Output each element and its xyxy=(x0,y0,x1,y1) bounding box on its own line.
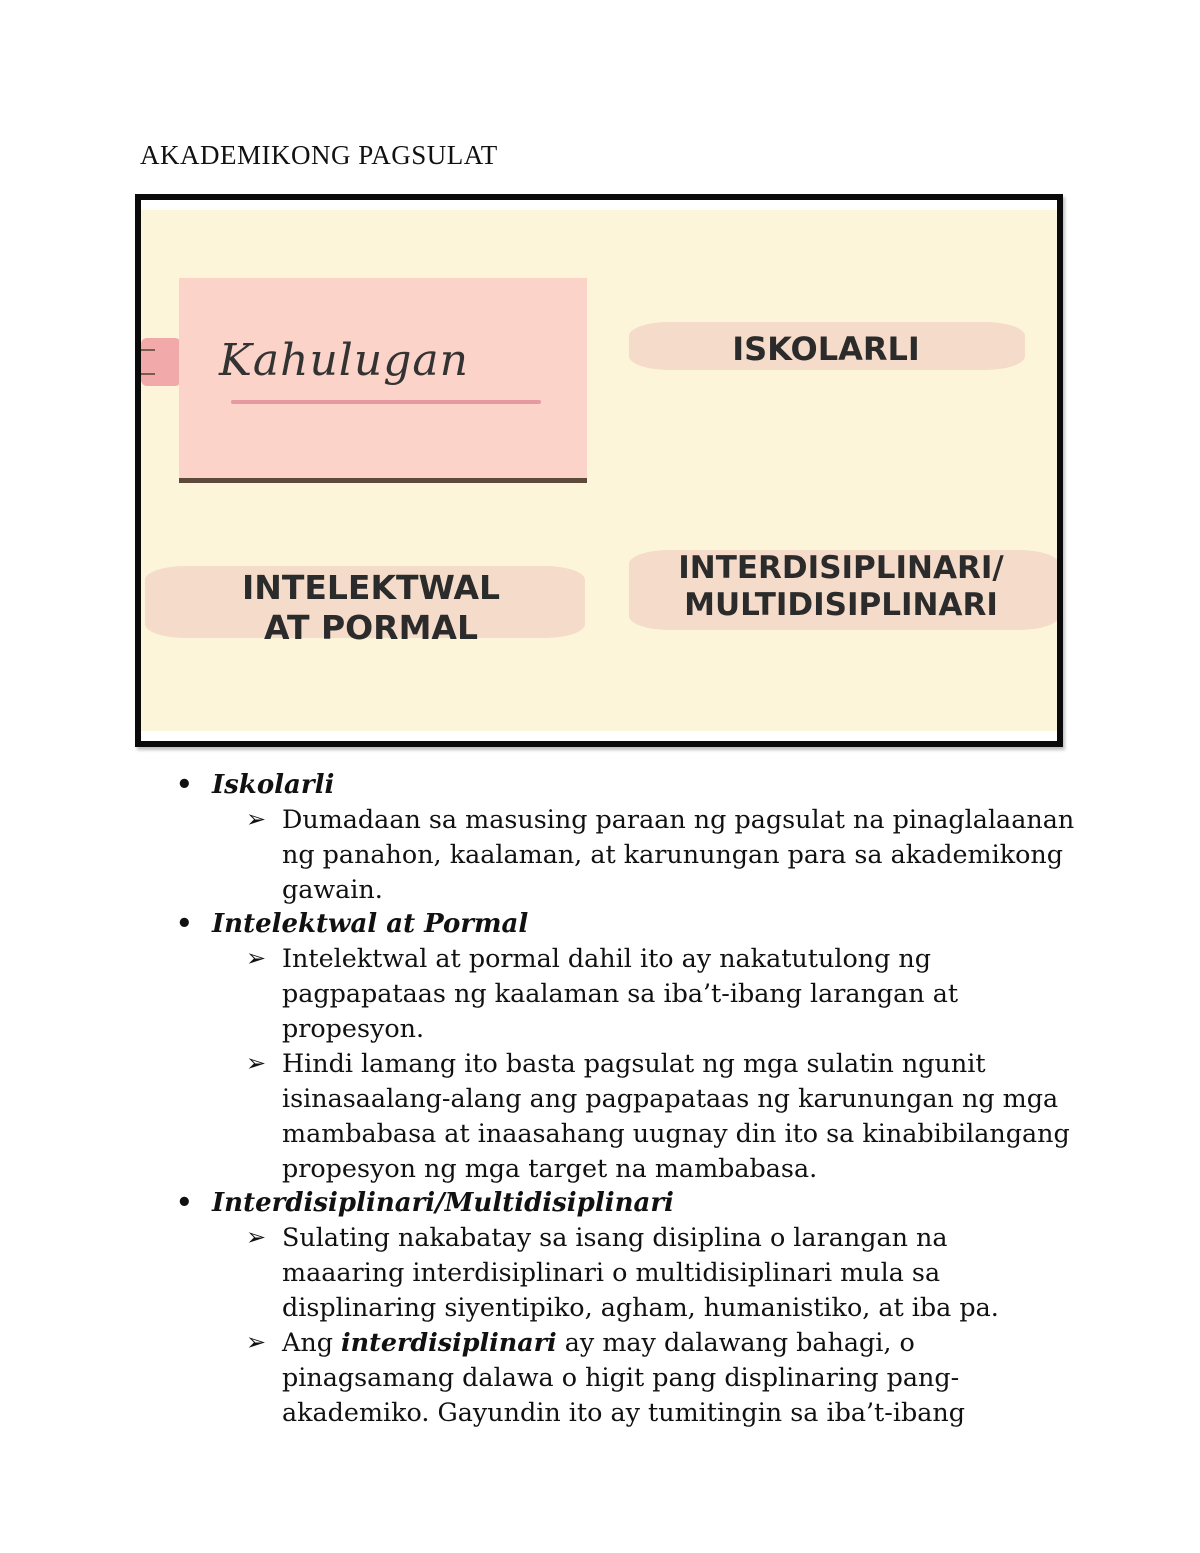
label-inter-line2: MULTIDISIPLINARI xyxy=(684,587,998,624)
label-inter-line1: INTERDISIPLINARI/ xyxy=(678,550,1004,586)
point-text: Intelektwal at pormal dahil ito ay nakatutulong ng pagpapataas ng kaalaman sa iba’t-ibang larangan at propesyon. xyxy=(282,943,959,1043)
outline-list xyxy=(176,768,1076,1430)
label-intelektwal-line2: AT PORMAL xyxy=(263,607,479,647)
slide-top-band xyxy=(141,200,1057,210)
point-text: Dumadaan sa masusing paraan ng pagsulat na pinaglalaanan ng panahon, kaalaman, at karunungan para sa akademikong gawain. xyxy=(282,804,1075,904)
section-interdisiplinari xyxy=(176,1186,1076,1430)
slide-bottom-band xyxy=(141,731,1057,741)
concept-slide-image xyxy=(135,194,1063,747)
section-heading-text: Intelektwal at Pormal xyxy=(212,909,529,939)
label-iskolarli xyxy=(641,330,1011,368)
bullet-icon: • xyxy=(176,909,193,939)
list-item xyxy=(176,1220,1076,1325)
point-text: Sulating nakabatay sa isang disiplina o larangan na maaaring interdisiplinari o multidisiplinari mula sa displinaring siyentipiko, agham, humanistiko, at iba pa. xyxy=(282,1222,999,1322)
label-iskolarli-text: ISKOLARLI xyxy=(732,330,920,368)
section-heading xyxy=(176,768,1076,802)
arrow-bullet-icon: ➢ xyxy=(246,944,267,972)
label-intelektwal-line1: INTELEKTWAL xyxy=(241,568,501,607)
tag-underline xyxy=(231,400,541,404)
point-prefix: Ang xyxy=(282,1327,342,1357)
arrow-bullet-icon: ➢ xyxy=(246,1223,267,1251)
list-item xyxy=(176,1046,1076,1186)
label-intelektwal xyxy=(181,568,561,647)
list-item xyxy=(176,1325,1076,1430)
section-heading xyxy=(176,1186,1076,1220)
arrow-bullet-icon: ➢ xyxy=(246,1049,267,1077)
point-text: Hindi lamang ito basta pagsulat ng mga sulatin ngunit isinasaalang-alang ang pagpapataas ng karunungan ng mga mambabasa at inaasahang uugnay din ito sa kinabibilangang propesyon ng mga target na mambabasa. xyxy=(282,1048,1070,1183)
list-item xyxy=(176,802,1076,907)
section-intelektwal xyxy=(176,907,1076,1186)
bullet-icon: • xyxy=(176,770,193,800)
point-text xyxy=(282,1327,965,1427)
point-emphasis: interdisiplinari xyxy=(341,1327,557,1357)
tag-word: Kahulugan xyxy=(219,335,469,386)
point-suffix: ay may dalawang bahagi, o pinagsamang dalawa o higit pang displinaring pang-akademiko. Gayundin ito ay tumitingin sa iba’t-ibang xyxy=(282,1327,965,1427)
section-heading xyxy=(176,907,1076,941)
section-heading-text: Interdisiplinari/Multidisiplinari xyxy=(212,1188,674,1218)
bullet-icon: • xyxy=(176,1188,193,1218)
arrow-bullet-icon: ➢ xyxy=(246,1328,267,1356)
document-title: AKADEMIKONG PAGSULAT xyxy=(140,140,498,170)
arrow-bullet-icon: ➢ xyxy=(246,805,267,833)
list-item xyxy=(176,941,1076,1046)
section-iskolarli xyxy=(176,768,1076,907)
section-heading-text: Iskolarli xyxy=(212,770,335,800)
label-interdisiplinari xyxy=(631,550,1051,624)
